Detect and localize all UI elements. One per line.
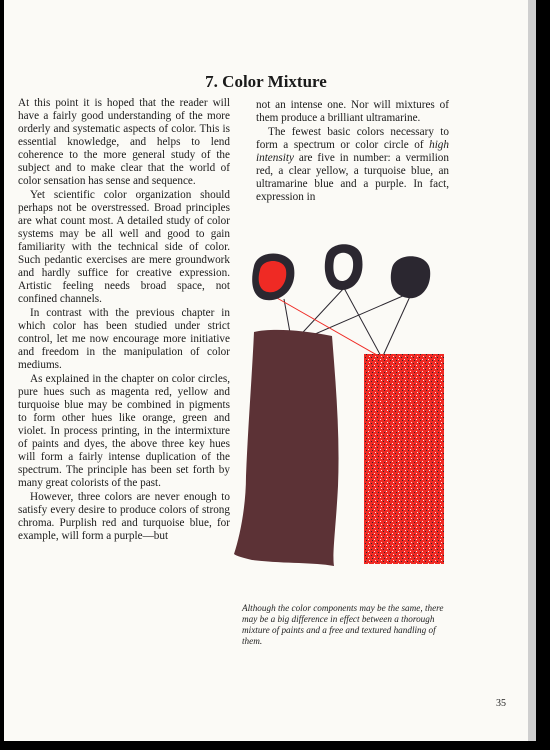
mixed-paint-swatch [234,330,339,566]
paragraph-2: Yet scientific color organization should perhaps not be overstressed. Broad principles are what count most. A detailed study of color systems may be all well and good to gain familiarity with the technical side of color. Such pedantic exercises are mere groundwork and hardly suffice for creative expression. Artistic feeling needs broad space, not confined channels. [18,189,230,305]
color-mixture-illustration [232,236,462,576]
textured-paint-swatch [364,354,444,564]
paragraph-6: not an intense one. Nor will mixtures of them produce a brilliant ultramarine. [256,99,449,124]
page-title: 7. Color Mixture [205,72,327,91]
paragraph-7 [256,126,449,204]
paragraph-7-start: The fewest basic colors necessary to form a spectrum or color circle of [256,126,449,151]
charcoal-disc [391,256,430,298]
book-page [4,0,528,741]
paragraph-1: At this point it is hoped that the reader will have a fairly good understanding of the more orderly and systematic aspects of color. This is essential knowledge, and helps to lend coherence to the more general study of the subject and to make clear that the world of color sensation has sense and sequence. [18,97,230,187]
black-ring [325,244,363,290]
left-text-column [18,97,230,543]
figure-caption: Although the color components may be the same, there may be a big difference in effect between a thorough mixture of paints and a free and textured handling of them. [242,603,444,646]
right-text-column [256,99,449,204]
paragraph-5: However, three colors are never enough to satisfy every desire to produce colors of strong chroma. Purplish red and turquoise blue, for example, will form a purple—but [18,491,230,542]
page-edge [528,0,536,741]
paragraph-3: In contrast with the previous chapter in which color has been studied under strict control, let me now encourage more initiative and freedom in the manipulation of color mediums. [18,307,230,371]
paragraph-7-end: are five in number: a vermilion red, a clear yellow, a turquoise blue, an ultramarine blue and a purple. In fact, expression in [256,152,449,203]
paragraph-4: As explained in the chapter on color circles, pure hues such as magenta red, yellow and turquoise blue may be combined in pigments to form other hues like orange, green and violet. In process printing, in the intermixture of paints and dyes, the above three key hues will form a fairly intense duplication of the spectrum. The principle has been set forth by many great colorists of the past. [18,373,230,489]
page-number: 35 [496,698,506,709]
emphasis-high-intensity: high intensity [256,139,449,164]
